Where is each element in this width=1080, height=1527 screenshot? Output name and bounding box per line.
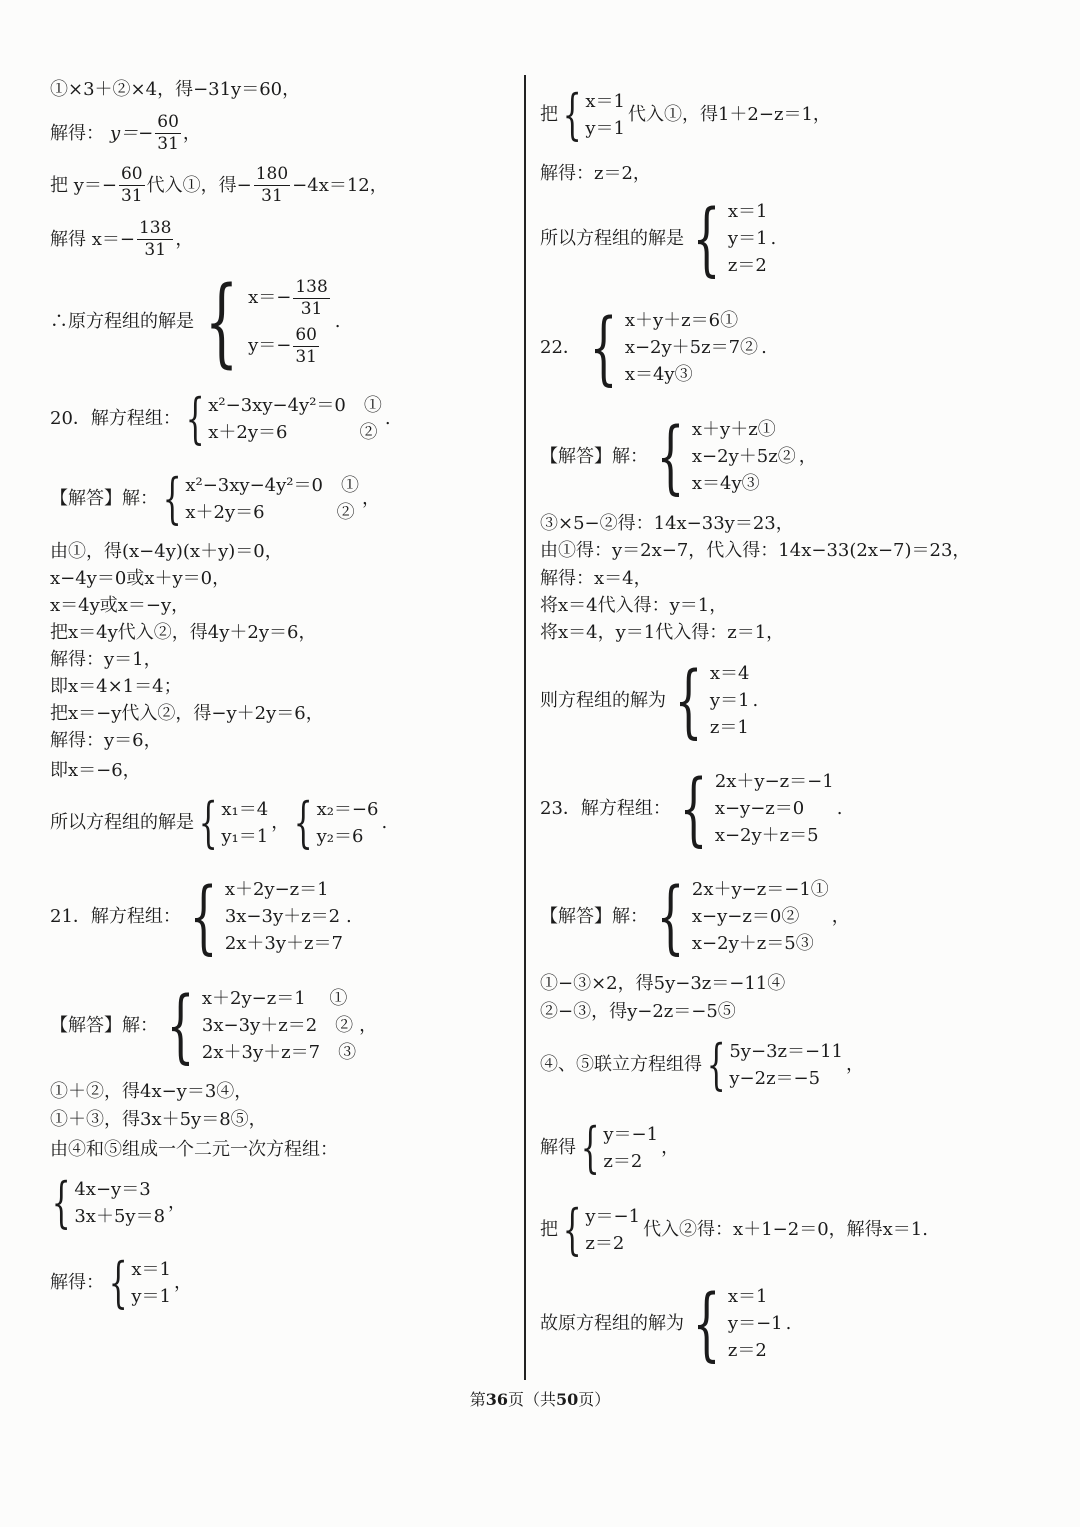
combined-system-line xyxy=(540,1033,864,1096)
text-line: ②−③，得y−2z＝−5⑤ xyxy=(540,1001,736,1022)
text-line: 即x＝−6， xyxy=(50,760,141,781)
equation: y＝− xyxy=(110,122,154,144)
text: ， xyxy=(361,488,380,509)
text: ， xyxy=(173,1272,192,1293)
result-line xyxy=(540,653,759,747)
text: ， xyxy=(359,1014,378,1036)
text: . xyxy=(384,408,391,429)
text-line: ③×5−②得：14x−33y＝23， xyxy=(540,513,794,534)
fraction: $\frac{60}{31}$ xyxy=(157,112,179,154)
brace-icon: { xyxy=(589,300,618,394)
text: ， xyxy=(182,122,201,144)
equation-system: { 4x−y＝3 3x＋5y＝8 xyxy=(51,1171,166,1234)
text: . xyxy=(752,689,759,711)
text-line: 解得：y＝1， xyxy=(50,649,162,670)
text: 23．解方程组： xyxy=(540,797,671,819)
text: 解得 xyxy=(540,1137,576,1158)
text: ④、⑤联立方程组得 xyxy=(540,1054,702,1075)
equation-system: { x₂＝−6 y₂＝6 xyxy=(293,791,379,854)
substitution-line xyxy=(50,164,388,207)
brace-icon: { xyxy=(562,83,582,146)
brace-icon: { xyxy=(204,266,239,378)
question-23 xyxy=(540,761,843,855)
text-line: 解得：y＝6， xyxy=(50,730,162,751)
text-line: ①×3＋②×4，得−31y＝60， xyxy=(50,79,301,100)
text: 解得 x＝− xyxy=(50,228,135,250)
question-22 xyxy=(540,300,767,394)
result-line xyxy=(50,266,341,378)
brace-icon: { xyxy=(706,1033,726,1096)
answer-20 xyxy=(50,467,380,530)
equation-system: { y＝−1 z＝2 xyxy=(580,1116,659,1179)
solution-line xyxy=(540,1116,680,1179)
equation-system: { x＝1 y＝1 z＝2 xyxy=(692,191,768,285)
equation-system: { x²−3xy−4y²＝0 ① x＋2y＝6 ② xyxy=(162,467,359,530)
equation-system: { x＝− $\frac{138}{31}$ y＝− $\frac{60}{31}$ xyxy=(204,266,328,378)
text: 代入①，得1＋2−z＝1， xyxy=(627,104,831,125)
text: 21．解方程组： xyxy=(50,905,181,927)
result-line xyxy=(540,191,777,285)
text-line: 解得：z＝2， xyxy=(540,163,651,184)
equation-system: { x＋2y−z＝1 3x−3y＋z＝2 2x＋3y＋z＝7 xyxy=(189,869,343,963)
text: 20．解方程组： xyxy=(50,408,181,429)
text: 【解答】解： xyxy=(50,1014,158,1036)
text-line: 由①，得(x−4y)(x＋y)＝0， xyxy=(50,541,283,562)
brace-icon: { xyxy=(562,1198,582,1261)
text-line: 由①得：y＝2x−7，代入得：14x−33(2x−7)＝23， xyxy=(540,540,971,561)
brace-icon: { xyxy=(656,409,685,503)
text-line: 将x＝4代入得：y＝1， xyxy=(540,595,728,616)
text: ， xyxy=(831,905,850,927)
text-line: ①−③×2，得5y−3z＝−11④ xyxy=(540,973,786,994)
brace-icon: { xyxy=(166,978,195,1072)
equation-system: { x＝1 y＝−1 z＝2 xyxy=(692,1276,783,1370)
text-line: x＝4y或x＝−y， xyxy=(50,595,190,616)
equation-system: { x＝1 y＝1 xyxy=(108,1251,171,1314)
brace-icon: { xyxy=(293,791,313,854)
equation-system: { x＋y＋z＝6① x−2y＋5z＝7② x＝4y③ xyxy=(589,300,759,394)
text: 22． xyxy=(540,336,581,358)
text: 【解答】解： xyxy=(540,905,648,927)
brace-icon: { xyxy=(679,761,708,855)
equation-system: { 2x＋y−z＝−1① x−y−z＝0② x−2y＋z＝5③ xyxy=(656,869,829,963)
text-line: ①＋②，得4x−y＝3④， xyxy=(50,1081,253,1102)
solution-line xyxy=(50,1251,192,1314)
solution-line xyxy=(50,112,201,155)
fraction: $\frac{138}{31}$ xyxy=(138,218,172,260)
text: 【解答】解： xyxy=(540,445,648,467)
text-line: 即x＝4×1＝4； xyxy=(50,676,182,697)
answer-21 xyxy=(50,978,378,1072)
equation-system: { 2x＋y−z＝−1 x−y−z＝0 x−2y＋z＝5 xyxy=(679,761,834,855)
equation-system: { y＝−1 z＝2 xyxy=(562,1198,641,1261)
text: 则方程组的解为 xyxy=(540,689,666,711)
text: . xyxy=(345,905,352,927)
text: 【解答】解： xyxy=(50,488,158,509)
brace-icon: { xyxy=(656,869,685,963)
brace-icon: { xyxy=(162,467,182,530)
text: 把 y＝− xyxy=(50,174,117,196)
text: 把 xyxy=(540,1219,558,1240)
brace-icon: { xyxy=(198,791,218,854)
text: −4x＝12， xyxy=(292,174,388,196)
equation-system: { 5y−3z＝−11 y−2z＝−5 xyxy=(706,1033,843,1096)
equation-system: { x＝1 y＝1 xyxy=(562,83,625,146)
text: 代入①，得− xyxy=(146,174,252,196)
text: 所以方程组的解是 xyxy=(50,812,194,833)
substitution-line xyxy=(540,83,831,146)
equation-system: { x＋2y−z＝1 ① 3x−3y＋z＝2 ② 2x＋3y＋z＝7 ③ xyxy=(166,978,357,1072)
equation-system: { x＋y＋z① x−2y＋5z② x＝4y③ xyxy=(656,409,796,503)
text-line: 解得：x＝4， xyxy=(540,568,652,589)
question-21 xyxy=(50,869,352,963)
text-line: 把x＝4y代入②，得4y＋2y＝6， xyxy=(50,622,317,643)
equation-system: { x²−3xy−4y²＝0 ① x＋2y＝6 ② xyxy=(185,387,382,450)
brace-icon: { xyxy=(692,1276,721,1370)
text: 代入②得：x＋1−2＝0，解得x＝1. xyxy=(643,1219,928,1240)
equation-system: { x＝4 y＝1 z＝1 xyxy=(674,653,750,747)
answer-23 xyxy=(540,869,850,963)
column-divider xyxy=(524,75,526,1380)
brace-icon: { xyxy=(674,653,703,747)
brace-icon: { xyxy=(185,387,205,450)
text-line: 把x＝−y代入②，得−y＋2y＝6， xyxy=(50,703,324,724)
fraction: $\frac{60}{31}$ xyxy=(120,164,143,206)
text: ， xyxy=(661,1137,680,1158)
brace-icon: { xyxy=(580,1116,600,1179)
text: . xyxy=(836,797,843,819)
text-line: 将x＝4，y＝1代入得：z＝1， xyxy=(540,622,785,643)
text: ， xyxy=(798,445,817,467)
text-line: 由④和⑤组成一个二元一次方程组： xyxy=(50,1139,338,1160)
text-line: x−4y＝0或x＋y＝0， xyxy=(50,568,231,589)
brace-icon: { xyxy=(692,191,721,285)
text: ， xyxy=(271,812,290,833)
text: . xyxy=(785,1312,792,1334)
text: . xyxy=(770,227,777,249)
text: 解得： xyxy=(50,1272,104,1293)
page-number: 第36页（共50页） xyxy=(469,1390,611,1409)
text: . xyxy=(761,336,767,358)
substitution-line xyxy=(540,1198,928,1261)
text: 所以方程组的解是 xyxy=(540,227,684,249)
equation-system-line xyxy=(50,1171,187,1234)
text-line: ①＋③，得3x＋5y＝8⑤， xyxy=(50,1109,267,1130)
brace-icon: { xyxy=(51,1171,71,1234)
brace-icon: { xyxy=(189,869,218,963)
equation-system: { x₁＝4 y₁＝1 xyxy=(198,791,269,854)
answer-22 xyxy=(540,409,817,503)
text: 故原方程组的解为 xyxy=(540,1312,684,1334)
result-line xyxy=(50,791,388,854)
text: 把 xyxy=(540,104,558,125)
text: . xyxy=(381,812,388,833)
text: ∴原方程组的解是 xyxy=(50,311,194,332)
text: 解得： xyxy=(50,122,104,144)
text: . xyxy=(334,311,341,332)
text: ， xyxy=(845,1054,864,1075)
fraction: $\frac{180}{31}$ xyxy=(255,164,289,206)
question-20 xyxy=(50,387,391,450)
text: ， xyxy=(175,228,194,250)
result-line xyxy=(540,1276,792,1370)
text: ， xyxy=(168,1192,187,1213)
brace-icon: { xyxy=(108,1251,128,1314)
solution-line xyxy=(50,218,193,261)
